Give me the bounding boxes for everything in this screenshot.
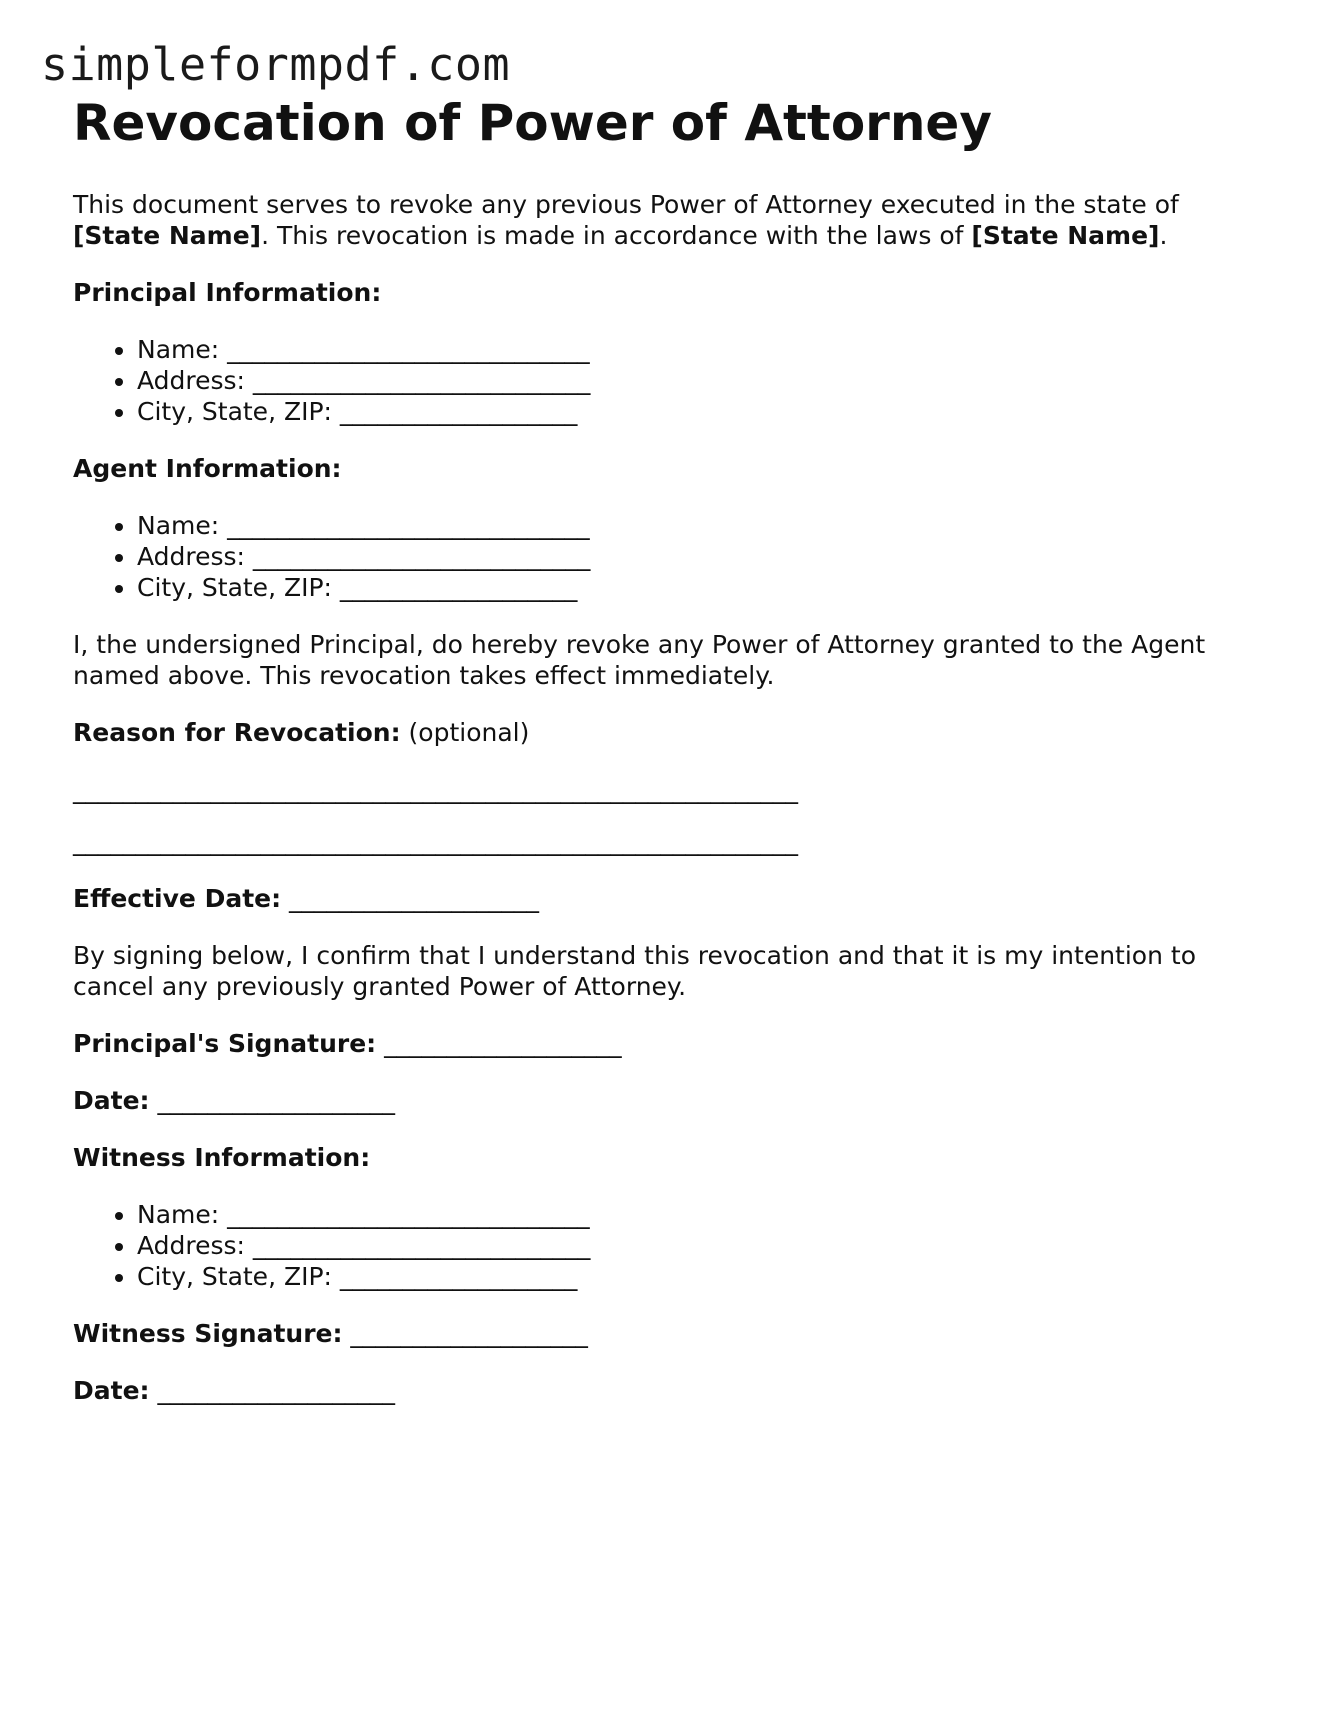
witness-signature-line [73,1318,1263,1349]
witness-name-field[interactable]: • Name: _____________________________ [137,1199,1263,1230]
principal-signature-line [73,1028,1263,1059]
intro-text-2: . This revocation is made in accordance with the laws of [261,221,972,250]
witness-date-label: Date: [73,1376,150,1405]
witness-address-field[interactable]: • Address: ___________________________ [137,1230,1263,1261]
effective-date-label: Effective Date: [73,884,282,913]
state-name-placeholder-1: [State Name] [73,221,262,250]
agent-address-field[interactable]: • Address: ___________________________ [137,541,1263,572]
intro-text-3: . [1159,221,1168,250]
effective-date-field[interactable]: ____________________ [281,884,540,913]
principal-name-field[interactable]: • Name: _____________________________ [137,334,1263,365]
witness-signature-label: Witness Signature: [73,1319,343,1348]
reason-label: Reason for Revocation: [73,718,401,747]
principal-city-field[interactable]: • City, State, ZIP: ___________________ [137,396,1263,427]
agent-fields [73,510,1263,603]
principal-heading: Principal Information: [73,278,382,307]
confirm-statement: By signing below, I confirm that I understand this revocation and that it is my intention to cancel any previously granted Power of Attorney. [73,941,1196,1001]
intro-paragraph [73,189,1263,251]
intro-text-1: This document serves to revoke any previous Power of Attorney executed in the state of [73,190,1179,219]
witness-city-field[interactable]: • City, State, ZIP: ___________________ [137,1261,1263,1292]
principal-date-field[interactable]: ___________________ [149,1086,395,1115]
agent-city-field[interactable]: • City, State, ZIP: ___________________ [137,572,1263,603]
witness-date-field[interactable]: ___________________ [149,1376,395,1405]
principal-date-label: Date: [73,1086,150,1115]
reason-blank-2[interactable]: __________________________________________________________ [73,827,798,856]
principal-date-line [73,1085,1263,1116]
page-title: Revocation of Power of Attorney [73,94,992,152]
revoke-statement: I, the undersigned Principal, do hereby revoke any Power of Attorney granted to the Agent named above. This revocation takes effect immediately. [73,630,1206,690]
state-name-placeholder-2: [State Name] [971,221,1160,250]
witness-signature-field[interactable]: ___________________ [342,1319,588,1348]
agent-heading: Agent Information: [73,454,342,483]
reason-optional-note: (optional) [400,718,530,747]
witness-heading: Witness Information: [73,1143,371,1172]
principal-signature-field[interactable]: ___________________ [376,1029,622,1058]
principal-address-field[interactable]: • Address: ___________________________ [137,365,1263,396]
effective-date-line [73,883,1263,914]
principal-fields [73,334,1263,427]
reason-line [73,717,1263,748]
witness-date-line [73,1375,1263,1406]
principal-signature-label: Principal's Signature: [73,1029,377,1058]
witness-fields [73,1199,1263,1292]
site-watermark: simpleformpdf.com [41,38,511,91]
document-page [73,96,1263,1406]
agent-name-field[interactable]: • Name: _____________________________ [137,510,1263,541]
reason-blank-1[interactable]: __________________________________________________________ [73,775,798,804]
